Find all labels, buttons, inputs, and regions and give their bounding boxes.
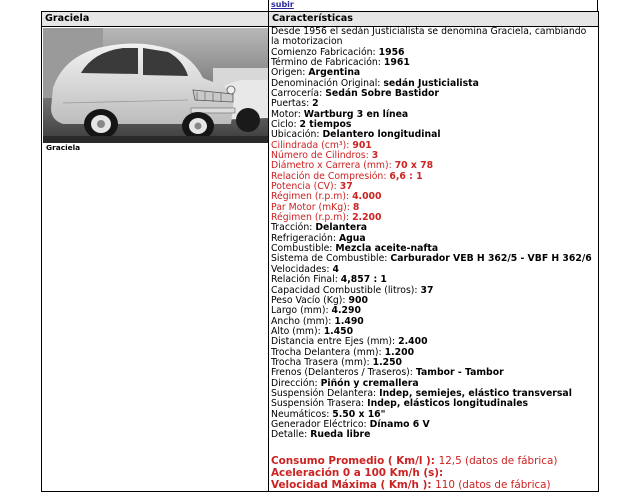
spec-label: Ubicación:: [271, 129, 323, 141]
spec-value: Piñón y cremallera: [320, 377, 419, 389]
spec-label: Relación de Compresión:: [271, 170, 390, 182]
spec-label: Velocidades:: [271, 263, 333, 275]
spec-line: [271, 89, 596, 99]
spec-value: 4.000: [352, 191, 382, 203]
spec-value: Indep, elásticos longitudinales: [367, 398, 529, 410]
spec-label: Dirección:: [271, 377, 321, 389]
spec-value: 1956: [378, 46, 405, 58]
spec-label: Régimen (r.p.m):: [271, 212, 353, 224]
spec-value: 1.200: [384, 346, 415, 358]
spec-label: Largo (mm):: [271, 305, 332, 317]
spec-label: Tracción:: [271, 222, 316, 234]
spec-label: Frenos (Delanteros / Traseros):: [271, 367, 416, 379]
spec-label: Relación Final:: [271, 274, 341, 286]
photo-cell: [42, 27, 269, 492]
spec-value: Indep, semiejes, elástico transversal: [379, 387, 572, 399]
spec-value: 70 x 78: [394, 160, 434, 172]
spec-label: Combustible:: [271, 243, 336, 255]
spec-label: Régimen (r.p.m):: [271, 191, 353, 203]
header-row: [42, 12, 599, 27]
spec-value: 900: [348, 294, 368, 306]
spec-value: Wartburg 3 en línea: [303, 108, 409, 120]
spec-value: 5.50 x 16": [332, 408, 386, 420]
spec-list: [271, 48, 596, 441]
spec-value: 4.290: [331, 305, 361, 317]
content-row: [42, 27, 599, 492]
spec-value: 1961: [383, 56, 410, 68]
spec-label: Refrigeración:: [271, 232, 339, 244]
performance-value: 12,5 (datos de fábrica): [438, 454, 558, 467]
subir-link[interactable]: subir: [271, 0, 294, 9]
spec-label: Suspensión Trasera:: [271, 398, 368, 410]
spec-value: 37: [420, 284, 434, 296]
spec-value: Carburador VEB H 362/5 - VBF H 362/6: [390, 253, 592, 265]
spec-value: Argentina: [308, 67, 361, 79]
spec-value: 2 tiempos: [299, 119, 352, 130]
spec-label: Neumáticos:: [271, 408, 333, 420]
performance-list: [271, 455, 596, 491]
performance-label: Aceleración 0 a 100 Km/h (s):: [271, 466, 444, 479]
spec-label: Suspensión Delantera:: [271, 387, 380, 399]
characteristics-header: Características: [269, 12, 599, 27]
spec-label: Alto (mm):: [271, 325, 324, 337]
model-header: Graciela: [42, 12, 269, 27]
spec-label: Motor:: [271, 108, 304, 120]
spec-value: 4: [332, 263, 339, 275]
spec-label: Peso Vacío (Kg):: [271, 294, 349, 306]
spec-value: Delantera: [315, 222, 368, 234]
performance-line: [271, 479, 596, 491]
spec-value: 1.450: [323, 325, 354, 337]
spec-value: 1.490: [334, 315, 364, 327]
spec-label: Ciclo:: [271, 119, 300, 130]
spec-label: Potencia (CV):: [271, 181, 340, 193]
spec-value: 4,857 : 1: [340, 274, 387, 286]
spec-label: Comienzo Fabricación:: [271, 46, 379, 58]
spec-value: Rueda libre: [310, 429, 371, 441]
spec-label: Par Motor (mKg):: [271, 201, 353, 213]
spec-value: Mezcla aceite-nafta: [335, 243, 439, 255]
spec-value: 3: [371, 150, 379, 162]
performance-line: [271, 455, 596, 467]
top-link-row: [268, 0, 598, 11]
photo-caption: Graciela: [46, 143, 81, 152]
spec-label: Término de Fabricación:: [271, 56, 384, 68]
spec-value: Agua: [338, 232, 366, 244]
spec-value: Sedán Sobre Bastidor: [325, 87, 439, 99]
spec-value: 6,6 : 1: [389, 170, 423, 182]
spec-label: Sistema de Combustible:: [271, 253, 391, 265]
spec-label: Puertas:: [271, 98, 313, 110]
spec-sheet: [41, 11, 599, 504]
spec-label: Carrocería:: [271, 87, 326, 99]
spec-label: Origen:: [271, 67, 309, 79]
spec-label: Denominación Original:: [271, 77, 384, 89]
spec-value: 2.200: [352, 212, 382, 224]
spec-value: 1.250: [372, 356, 403, 368]
spec-label: Distancia entre Ejes (mm):: [271, 336, 399, 348]
spec-label: Número de Cilindros:: [271, 150, 372, 162]
spec-value: 2: [312, 98, 319, 110]
performance-value: 110 (datos de fábrica): [435, 478, 551, 491]
spec-value: 2.400: [398, 336, 428, 348]
spec-value: 37: [339, 181, 353, 193]
spec-label: Detalle:: [271, 429, 311, 441]
spacer: [271, 441, 596, 455]
spec-line: [271, 430, 596, 440]
spec-value: sedán Justicialista: [383, 77, 479, 89]
spec-cell: [269, 27, 599, 492]
spec-value: Delantero longitudinal: [322, 129, 441, 141]
spec-value: 8: [352, 201, 360, 213]
performance-label: Velocidad Máxima ( Km/h ):: [271, 478, 436, 491]
performance-line: [271, 467, 596, 479]
intro-text: Desde 1956 el sedán Justicialista se denomina Graciela, cambiando la motorizacion: [271, 26, 587, 48]
performance-label: Consumo Promedio ( Km/l ):: [271, 454, 439, 467]
spec-table: [41, 11, 599, 492]
spec-label: Cilindrada (cm³):: [271, 139, 353, 151]
spec-value: Dínamo 6 V: [369, 418, 430, 430]
spec-label: Diámetro x Carrera (mm):: [271, 160, 395, 172]
spec-value: Tambor - Tambor: [415, 367, 504, 379]
spec-value: 901: [352, 139, 372, 151]
spec-label: Generador Eléctrico:: [271, 418, 370, 430]
car-photo: [43, 28, 268, 143]
spec-label: Trocha Delantera (mm):: [271, 346, 385, 358]
spec-label: Capacidad Combustible (litros):: [271, 284, 421, 296]
spec-label: Trocha Trasera (mm):: [271, 356, 373, 368]
spec-label: Ancho (mm):: [271, 315, 335, 327]
